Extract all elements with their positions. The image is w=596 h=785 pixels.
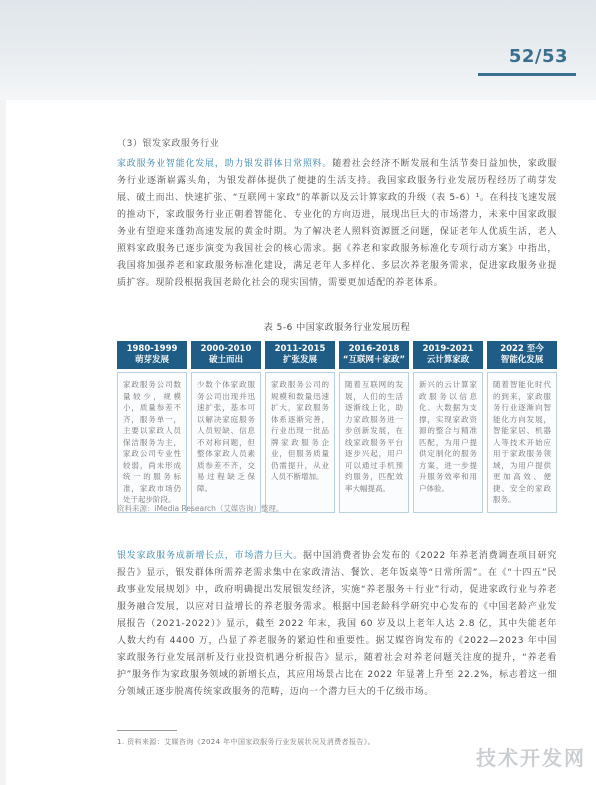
page-header-band — [0, 0, 596, 100]
table-source-note: 资料来源：iMedia Research（艾媒咨询）整理。 — [117, 504, 284, 513]
table-column-body: 家政服务公司数量较少，规模小，质量参差不齐，服务单一，主要以家政人员保洁服务为主，家政公司专业性较弱，尚未形成统一的服务标准，家政市场仍处于起步阶段。 — [117, 372, 187, 513]
page-margin-strip — [0, 100, 6, 785]
table-column — [413, 341, 483, 513]
table-column-header — [413, 341, 483, 369]
column-years: 2016-2018 — [348, 344, 400, 354]
table-column — [265, 341, 335, 513]
footnote-divider — [117, 730, 177, 731]
paragraph-1-highlight: 家政服务业智能化发展，助力银发群体日常照料。 — [117, 159, 333, 169]
table-column-header — [265, 341, 335, 369]
table-column — [487, 341, 557, 513]
table-caption: 表 5-6 中国家政服务行业发展历程 — [263, 323, 411, 333]
table-column — [191, 341, 261, 513]
table-column-header — [339, 341, 409, 369]
table-column-header — [117, 341, 187, 369]
table-column — [339, 341, 409, 513]
table-column-header — [487, 341, 557, 369]
paragraph-1 — [117, 156, 557, 292]
paragraph-2-text: 据中国消费者协会发布的《2022 年养老消费调查项目研究报告》显示，银发群体所需养老需求集中在家政清洁、餐饮、老年饭桌等“日常所需”。在《“十四五”民政事业发展规划》中，政府明确提出发展银发经济，实施“养老服务＋行业”行动，促进家政行业与养老服务融合发展，以应对日益增长的养老服务需求。根据中国老龄科学研究中心发布的《中国老龄产业发展报告（2021-2022）》显示，截至 2022 年末，我国 60 岁及以上老年人达 2.8 亿，其中失能老年人数大约有 4400 万，凸显了养老服务的紧迫性和重要性。据艾媒咨询发布的《2022—2023 年中国家政服务行业发展剖析及行业投资机遇分析报告》显示，随着社会对养老问题关注度的提升，“养老看护”服务作为家政服务领域的新增长点，其应用场景占比在 2022 年显著上升至 22.2%，标志着这一细分领域正逐步脱离传统家政服务的范畴，迈向一个潜力巨大的千亿级市场。 — [117, 551, 557, 697]
table-column-body: 随着智能化时代的到来，家政服务行业逐渐向智能化方向发展，智能家居、机器人等技术开始应用于家政服务领域，为用户提供更加高效、便捷、安全的家政服务。 — [487, 372, 557, 513]
page-number: 52/53 — [508, 46, 568, 67]
column-years: 2022 至今 — [500, 344, 544, 354]
table-column — [117, 341, 187, 513]
column-stage: 破土而出 — [208, 355, 243, 365]
paragraph-1-text: 随着社会经济不断发展和生活节奏日益加快，家政服务行业逐渐崭露头角，为银发群体提供了便捷的生活支持。我国家政服务行业发展历程经历了萌芽发展、破土而出、快速扩张、“互联网＋家政”的革新以及云计算家政的升级（表 5-6）¹。在科技飞速发展的推动下，家政服务行业正朝着智能化、专业化的方向迈进，展现出巨大的市场潜力，未来中国家政服务业有望迎来蓬勃高速发展的黄金时期。为了解决老人照料资源匮乏问题，保证老年人优质生活，老人照料家政服务已逐步演变为我国社会的核心需求。据《养老和家政服务标准化专项行动方案》中指出，我国将加强养老和家政服务标准化建设，满足老年人多样化、多层次养老服务需求，促进家政服务业提质扩容。现阶段根据我国老龄化社会的现实国情，需要更加适配的养老体系。 — [117, 159, 557, 288]
column-stage: 智能化发展 — [500, 355, 544, 365]
column-years: 2000-2010 — [200, 344, 252, 354]
paragraph-2 — [117, 548, 557, 701]
paragraph-2-highlight: 银发家政服务成新增长点，市场潜力巨大。 — [117, 551, 304, 561]
column-years: 1980-1999 — [126, 344, 178, 354]
section-subheading: （3）银发家政服务行业 — [117, 139, 220, 149]
column-stage: 萌芽发展 — [134, 355, 169, 365]
table-column-body: 家政服务公司的规模和数量迅速扩大，家政服务体系逐渐完善，行业出现一批品牌家政服务企业，但服务质量仍需提升，从业人员不断增加。 — [265, 372, 335, 513]
watermark: 技术开发网 — [476, 746, 586, 770]
development-history-table — [117, 341, 557, 504]
table-column-body: 随着互联网的发展，人们的生活逐渐线上化，助力家政服务进一步创新发展，在线家政服务平台逐步兴起，用户可以通过手机预约服务，匹配效率大幅提高。 — [339, 372, 409, 513]
page-number-underline — [478, 73, 576, 76]
column-stage: 扩张发展 — [282, 355, 317, 365]
footnote: 1. 资料来源：艾媒咨询《2024 年中国家政服务行业发展状况及消费者报告》。 — [117, 738, 376, 746]
column-years: 2019-2021 — [422, 344, 474, 354]
column-stage: 云计算家政 — [426, 355, 470, 365]
column-stage: “互联网＋家政” — [342, 355, 406, 365]
column-years: 2011-2015 — [274, 344, 326, 354]
table-column-body: 新兴的云计算家政服务以信息化、大数据为支撑，实现家政资源的整合与精准匹配，为用户提供定制化的服务方案，进一步提升服务效率和用户体验。 — [413, 372, 483, 513]
table-column-header — [191, 341, 261, 369]
table-column-body: 少数个体家政服务公司出现并迅速扩张，基本可以解决家庭服务人员短缺、信息不对称问题，但整体家政人员素质参差不齐，交易过程缺乏保障。 — [191, 372, 261, 513]
